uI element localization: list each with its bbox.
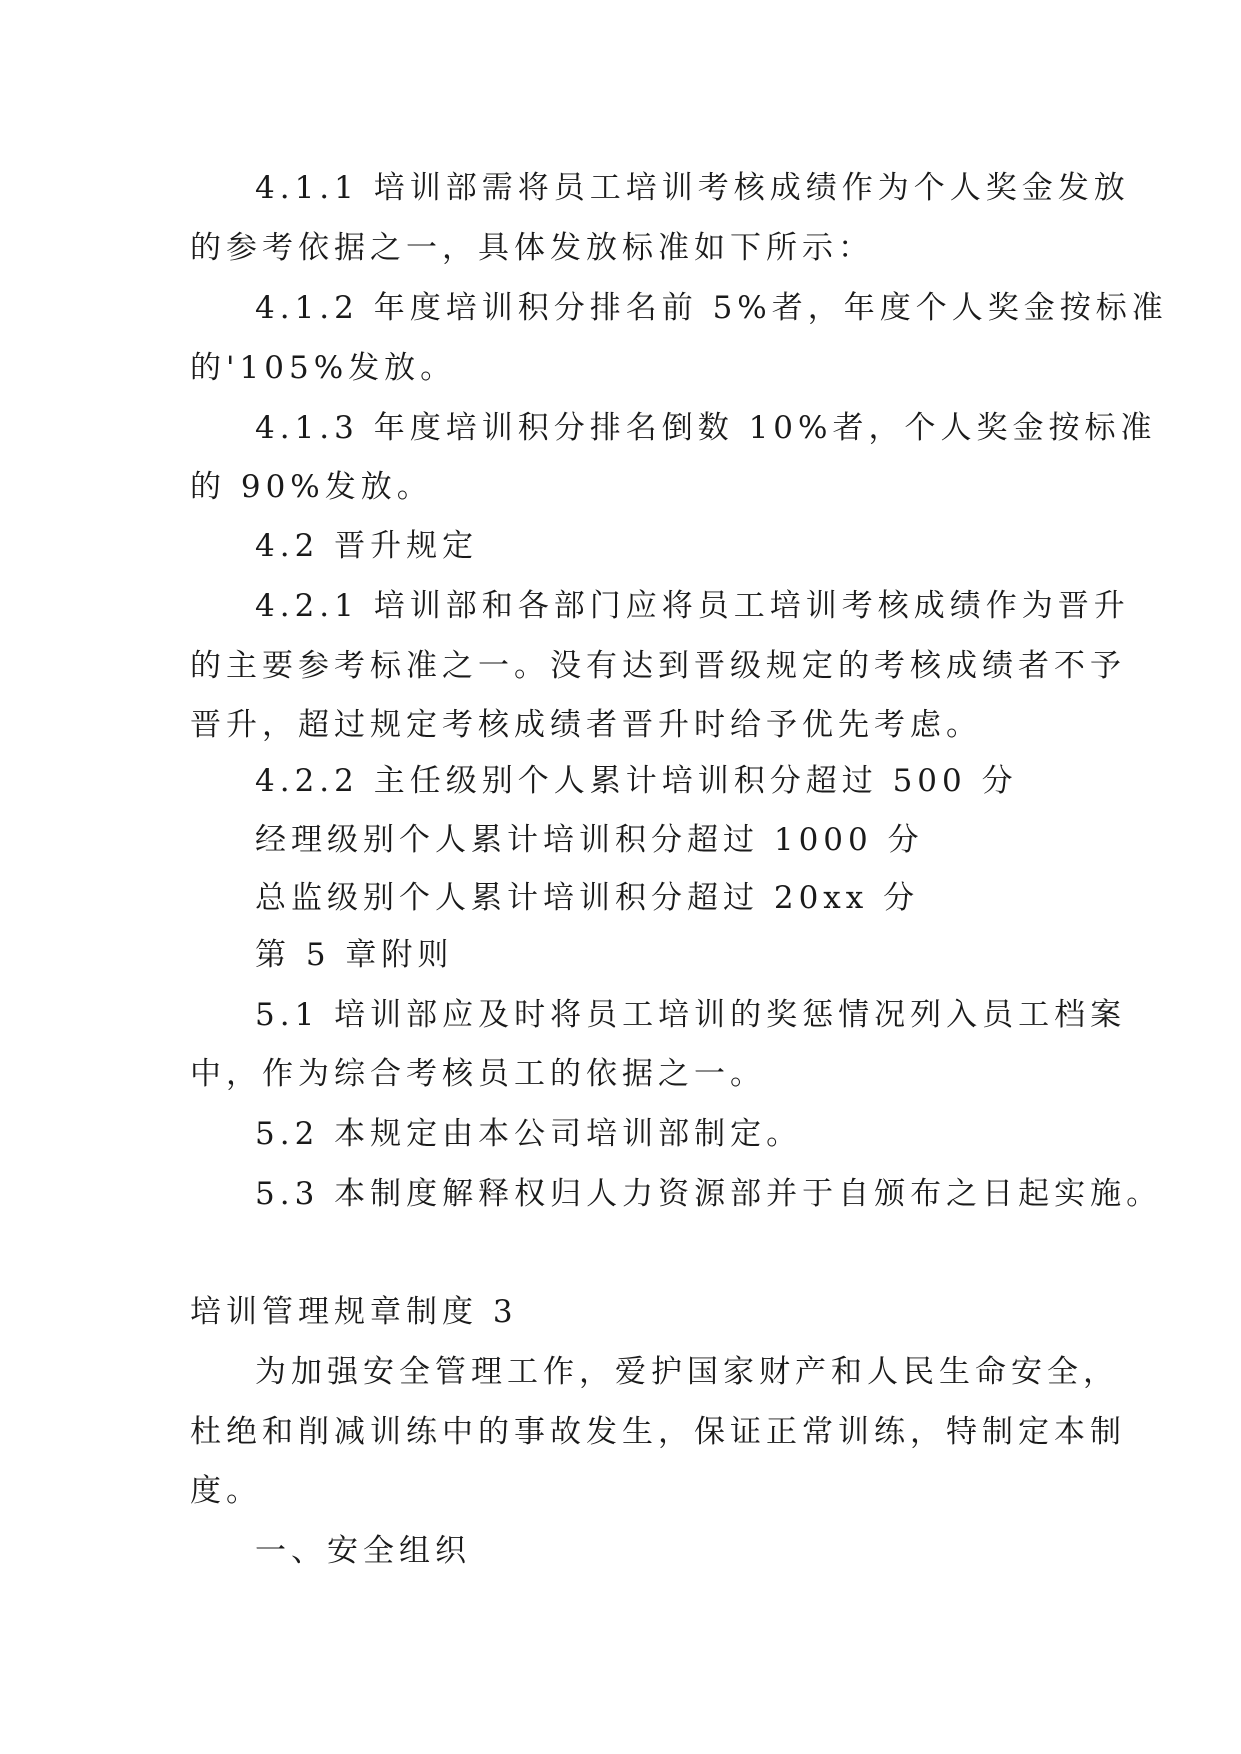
text-line: 经理级别个人累计培训积分超过 1000 分 xyxy=(255,822,924,858)
text-line: 的'105%发放。 xyxy=(190,350,457,386)
section-heading: 一、安全组织 xyxy=(255,1533,471,1569)
section-heading: 4.2 晋升规定 xyxy=(255,528,479,564)
document-title: 培训管理规章制度 3 xyxy=(190,1294,518,1330)
text-line: 4.2.1 培训部和各部门应将员工培训考核成绩作为晋升 xyxy=(255,588,1130,624)
text-line: 4.1.1 培训部需将员工培训考核成绩作为个人奖金发放 xyxy=(255,170,1130,206)
text-line: 4.1.3 年度培训积分排名倒数 10%者，个人奖金按标准 xyxy=(255,410,1157,446)
chapter-heading: 第 5 章附则 xyxy=(255,937,454,973)
text-line: 4.2.2 主任级别个人累计培训积分超过 500 分 xyxy=(255,763,1018,799)
text-line: 晋升，超过规定考核成绩者晋升时给予优先考虑。 xyxy=(190,707,982,743)
text-line: 的 90%发放。 xyxy=(190,469,433,505)
text-line: 5.1 培训部应及时将员工培训的奖惩情况列入员工档案 xyxy=(255,997,1127,1033)
text-line: 杜绝和削减训练中的事故发生，保证正常训练，特制定本制 xyxy=(190,1414,1126,1450)
text-line: 5.3 本制度解释权归人力资源部并于自颁布之日起实施。 xyxy=(255,1176,1163,1212)
text-line: 4.1.2 年度培训积分排名前 5%者，年度个人奖金按标准 xyxy=(255,290,1168,326)
text-line: 的参考依据之一，具体发放标准如下所示： xyxy=(190,230,874,266)
text-line: 总监级别个人累计培训积分超过 20xx 分 xyxy=(255,880,920,916)
text-line: 5.2 本规定由本公司培训部制定。 xyxy=(255,1116,803,1152)
text-line: 中，作为综合考核员工的依据之一。 xyxy=(190,1056,766,1092)
text-line: 度。 xyxy=(190,1473,262,1509)
text-line: 为加强安全管理工作，爱护国家财产和人民生命安全， xyxy=(255,1354,1119,1390)
text-line: 的主要参考标准之一。没有达到晋级规定的考核成绩者不予 xyxy=(190,648,1126,684)
